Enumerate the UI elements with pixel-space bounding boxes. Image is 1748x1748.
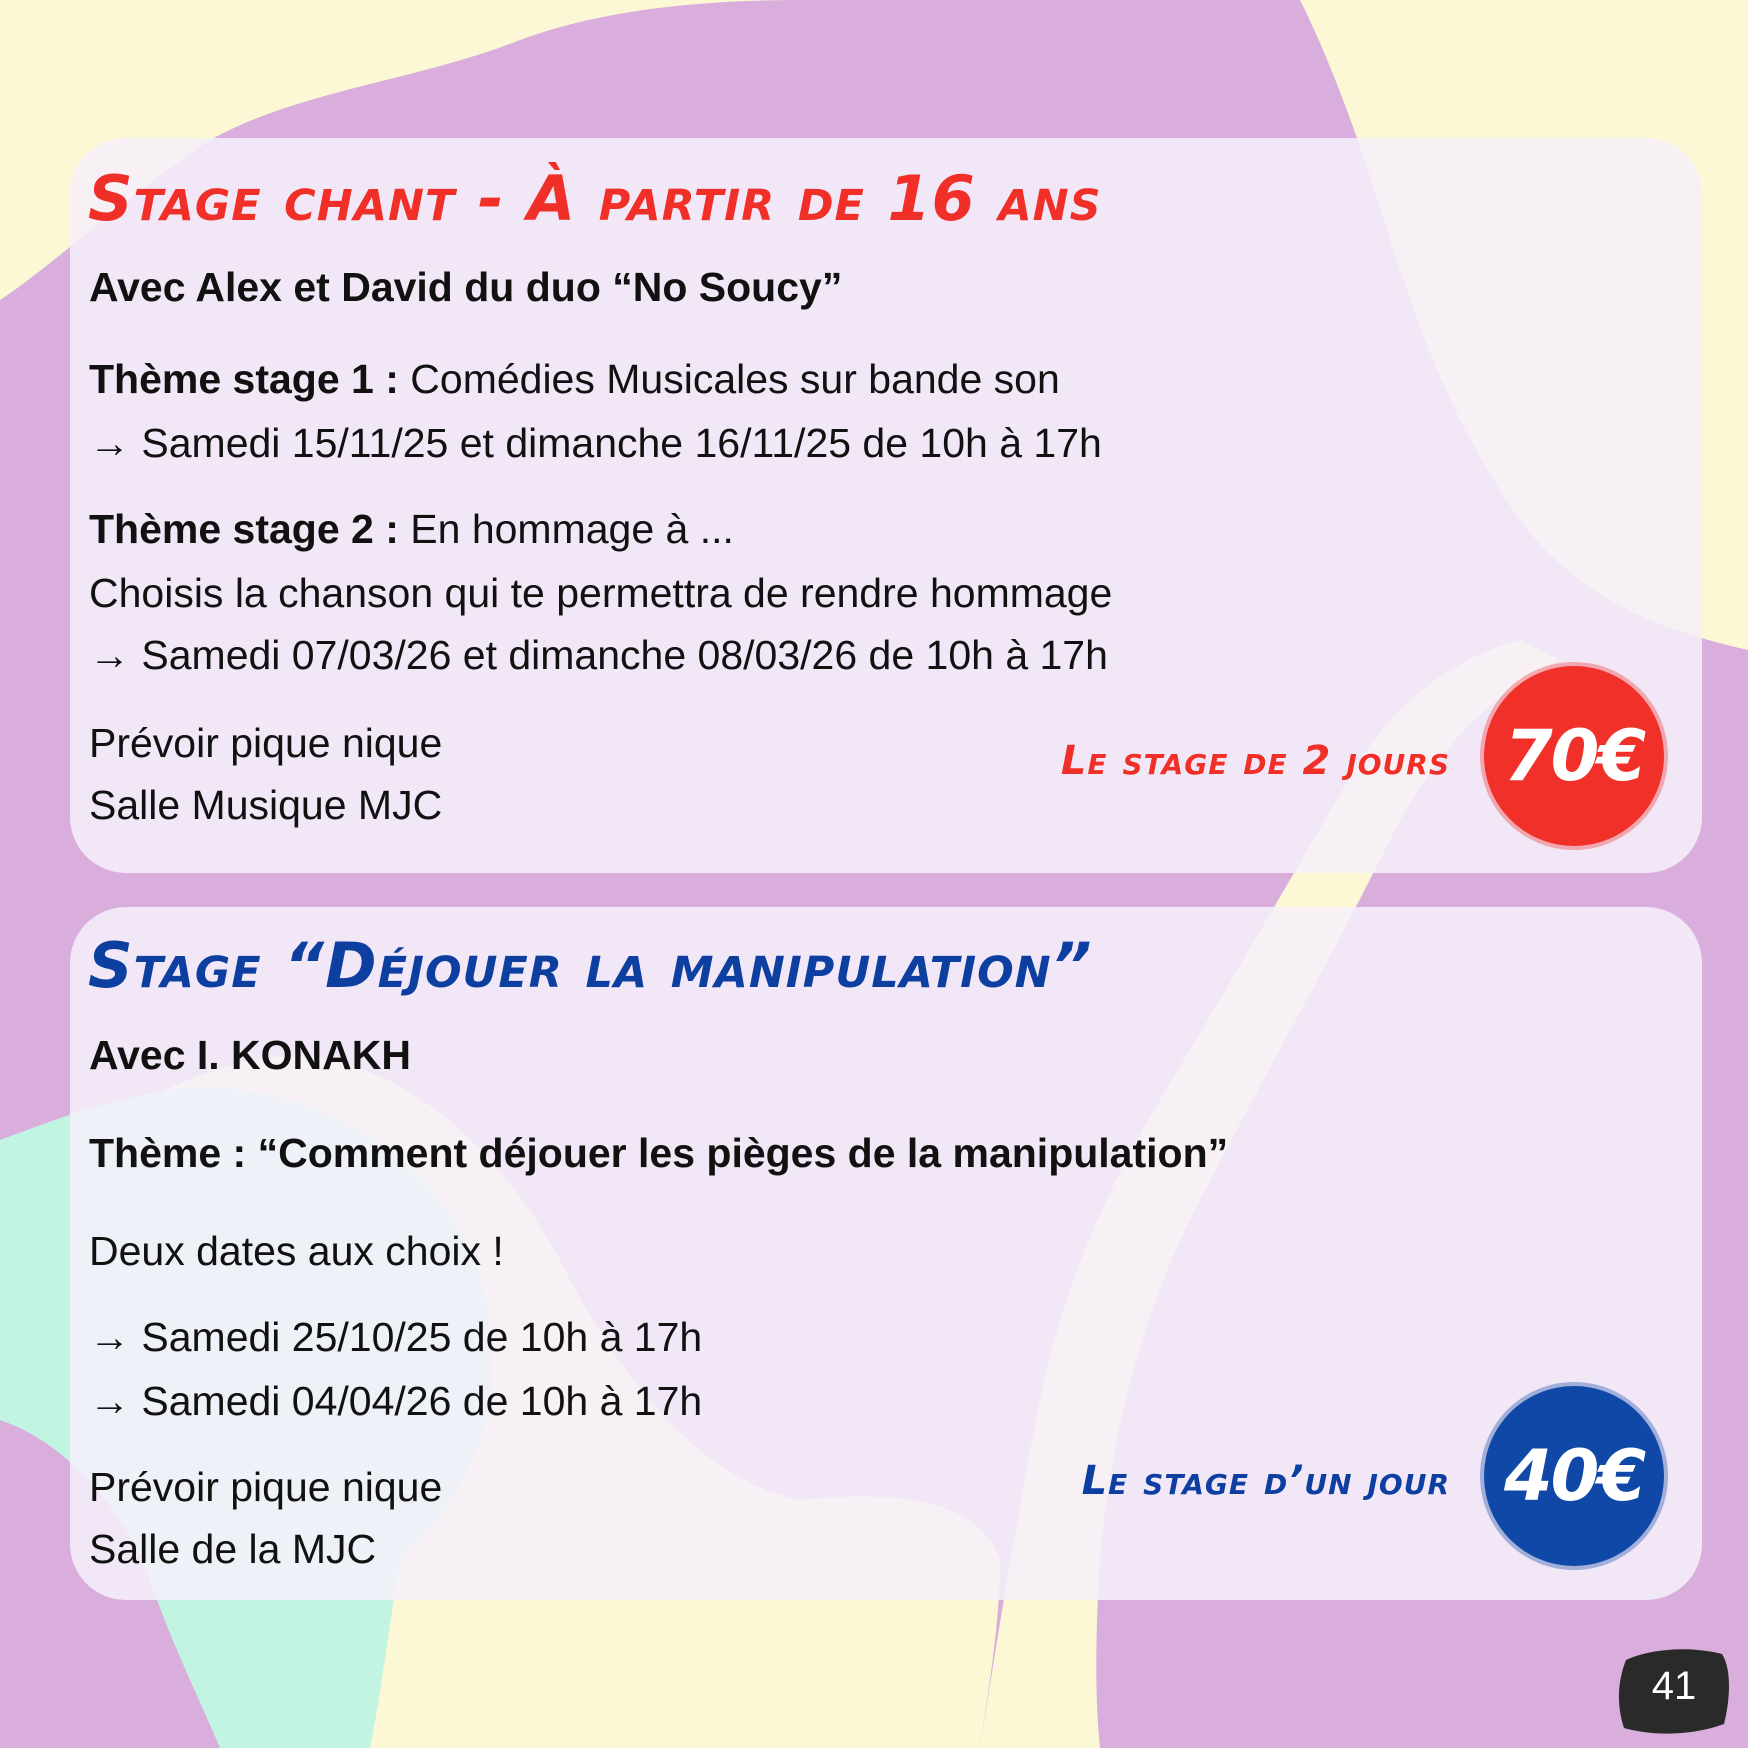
page-number: 41	[1651, 1664, 1697, 1708]
stage-manipulation-title: Stage “Déjouer la manipulation”	[88, 929, 1093, 1002]
stage-manipulation-price: 40€	[1503, 1435, 1645, 1517]
stage-chant-theme2	[89, 506, 734, 553]
stage-chant-price-badge	[1484, 666, 1664, 846]
stage-manipulation-price-label: Le stage d’un jour	[1081, 1458, 1450, 1504]
stage-chant-note-picnic: Prévoir pique nique	[89, 720, 443, 766]
stage-chant-theme2-desc: Choisis la chanson qui te permettra de rendre hommage	[89, 570, 1113, 616]
page-number-badge	[1612, 1640, 1736, 1740]
stage-chant-instructors: Avec Alex et David du duo “No Soucy”	[89, 264, 843, 310]
stage-manipulation-price-badge	[1484, 1386, 1664, 1566]
stage-manipulation-date1: → Samedi 25/10/25 de 10h à 17h	[89, 1314, 703, 1360]
theme1-text: Comédies Musicales sur bande son	[398, 356, 1060, 402]
stage-manipulation-room: Salle de la MJC	[89, 1526, 377, 1572]
stage-chant-price-label: Le stage de 2 jours	[1060, 738, 1450, 784]
stage-manipulation-theme: Thème : “Comment déjouer les pièges de la manipulation”	[89, 1130, 1229, 1176]
stage-chant-price: 70€	[1503, 715, 1645, 797]
theme1-label: Thème stage 1 :	[89, 356, 399, 402]
stage-chant-theme1-dates: → Samedi 15/11/25 et dimanche 16/11/25 de 10h à 17h	[89, 420, 1102, 466]
stage-manipulation-date2: → Samedi 04/04/26 de 10h à 17h	[89, 1378, 703, 1424]
stage-manipulation-dates-intro: Deux dates aux choix !	[89, 1228, 504, 1274]
stage-chant-room: Salle Musique MJC	[89, 782, 443, 828]
stage-chant-title: Stage chant - À partir de 16 ans	[88, 162, 1102, 235]
theme2-text: En hommage à ...	[398, 506, 734, 552]
stage-manipulation-instructor: Avec I. KONAKH	[89, 1032, 411, 1078]
stage-chant-theme2-dates: → Samedi 07/03/26 et dimanche 08/03/26 de 10h à 17h	[89, 632, 1108, 678]
stage-manipulation-note-picnic: Prévoir pique nique	[89, 1464, 443, 1510]
theme2-label: Thème stage 2 :	[89, 506, 399, 552]
stage-chant-theme1	[89, 356, 1060, 403]
